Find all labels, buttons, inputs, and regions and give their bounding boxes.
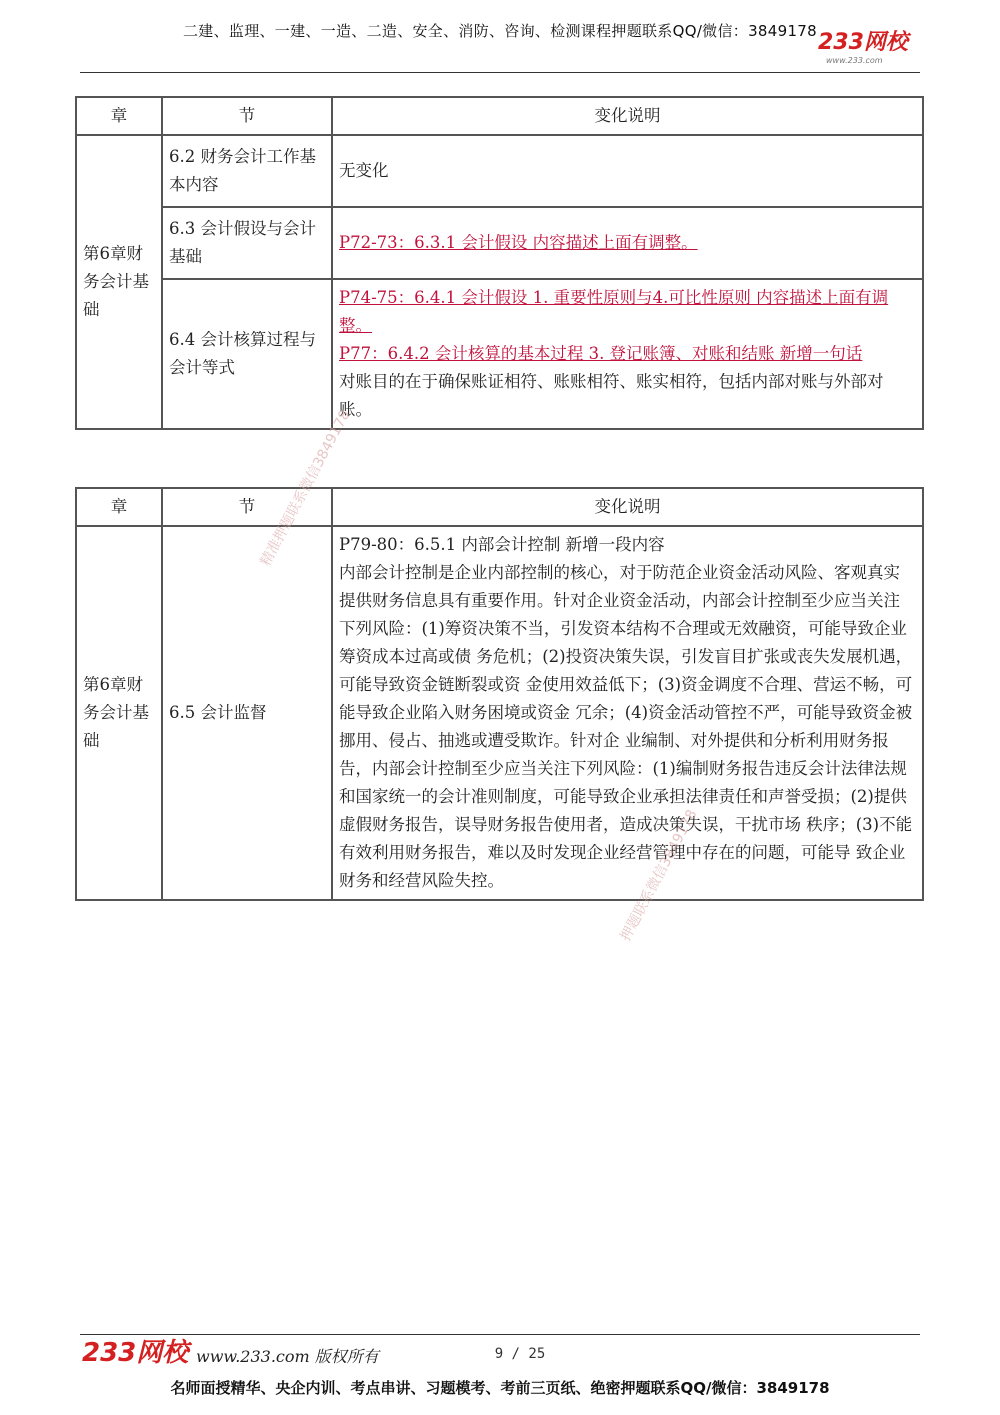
watermark: 押题联系微信3849178 <box>617 807 701 944</box>
header-divider <box>80 72 920 73</box>
section-cell: 6.3 会计假设与会计基础 <box>162 207 332 279</box>
change-title: P79-80：6.5.1 内部会计控制 新增一段内容 <box>339 535 665 554</box>
header-chapter: 章 <box>76 97 162 135</box>
change-body: 内部会计控制是企业内部控制的核心，对于防范企业资金活动风险、客观真实提供财务信息具有重要作用。针对企业资金活动，内部会计控制至少应当关注下列风险：(1)筹资决策不当，引发资本结构不合理或无效融资，可能导致企业筹资成本过高或债 务危机；(2)投资决策失误，引发盲目扩张或丧失发展机遇，可能导致资金链断裂或资 金使用效益低下；(3)资金调度不合理、营运不畅，可能导致企业陷入财务困境或资金 冗余；(4)资金活动管控不严，可能导致资金被挪用、侵占、抽逃或遭受欺诈。针对企 业编制、对外提供和分析利用财务报告，内部会计控制至少应当关注下列风险：(1)编制财务报告违反会计法律法规和国家统一的会计准则制度，可能导致企业承担法律责任和声誉受损；(2)提供虚假财务报告，误导财务报告使用者，造成决策失误，干扰市场 秩序；(3)不能有效利用财务报告，难以及时发现企业经营管理中存在的问题，可能导 致企业财务和经营风险失控。 <box>339 563 913 890</box>
change-cell: 无变化 <box>332 135 923 207</box>
page-number: 9 / 25 <box>494 1346 546 1362</box>
footer-text: 名师面授精华、央企内训、考点串讲、习题模考、考前三页纸、绝密押题联系QQ/微信：3849178 <box>170 1379 830 1397</box>
chapter-cell: 第6章财务会计基础 <box>76 526 162 900</box>
header-logo-url: www.233.com <box>826 56 883 65</box>
header-section: 节 <box>162 97 332 135</box>
change-cell <box>332 207 923 279</box>
table-row <box>76 135 923 207</box>
header-text: 二建、监理、一建、一造、二造、安全、消防、咨询、检测课程押题联系QQ/微信：3849178 <box>183 22 817 40</box>
change-cell <box>332 526 923 900</box>
footer-copyright: www.233.com 版权所有 <box>196 1347 379 1366</box>
table-row <box>76 526 923 900</box>
section-cell: 6.4 会计核算过程与会计等式 <box>162 279 332 429</box>
header-section: 节 <box>162 488 332 526</box>
chapter-cell: 第6章财务会计基础 <box>76 135 162 429</box>
table-row <box>76 279 923 429</box>
section-cell: 6.5 会计监督 <box>162 526 332 900</box>
change-highlight: P74-75：6.4.1 会计假设 1. 重要性原则与4.可比性原则 内容描述上面有调整。 <box>339 288 889 335</box>
header-change: 变化说明 <box>332 488 923 526</box>
change-cell <box>332 279 923 429</box>
footer-logo: 233网校 <box>82 1338 189 1368</box>
change-table-2 <box>75 487 924 901</box>
watermark: 精准押题联系微信3849178 <box>257 407 354 569</box>
change-table-1 <box>75 96 924 430</box>
header-logo: 233网校 <box>818 30 908 55</box>
footer-divider <box>80 1334 920 1335</box>
change-highlight: P72-73：6.3.1 会计假设 内容描述上面有调整。 <box>339 233 698 252</box>
header-change: 变化说明 <box>332 97 923 135</box>
table-row <box>76 207 923 279</box>
change-highlight: P77：6.4.2 会计核算的基本过程 3. 登记账簿、对账和结账 新增一句话 <box>339 344 863 363</box>
section-cell: 6.2 财务会计工作基本内容 <box>162 135 332 207</box>
table-header-row <box>76 97 923 135</box>
header-chapter: 章 <box>76 488 162 526</box>
table-header-row <box>76 488 923 526</box>
change-text: 对账目的在于确保账证相符、账账相符、账实相符，包括内部对账与外部对账。 <box>339 372 884 419</box>
